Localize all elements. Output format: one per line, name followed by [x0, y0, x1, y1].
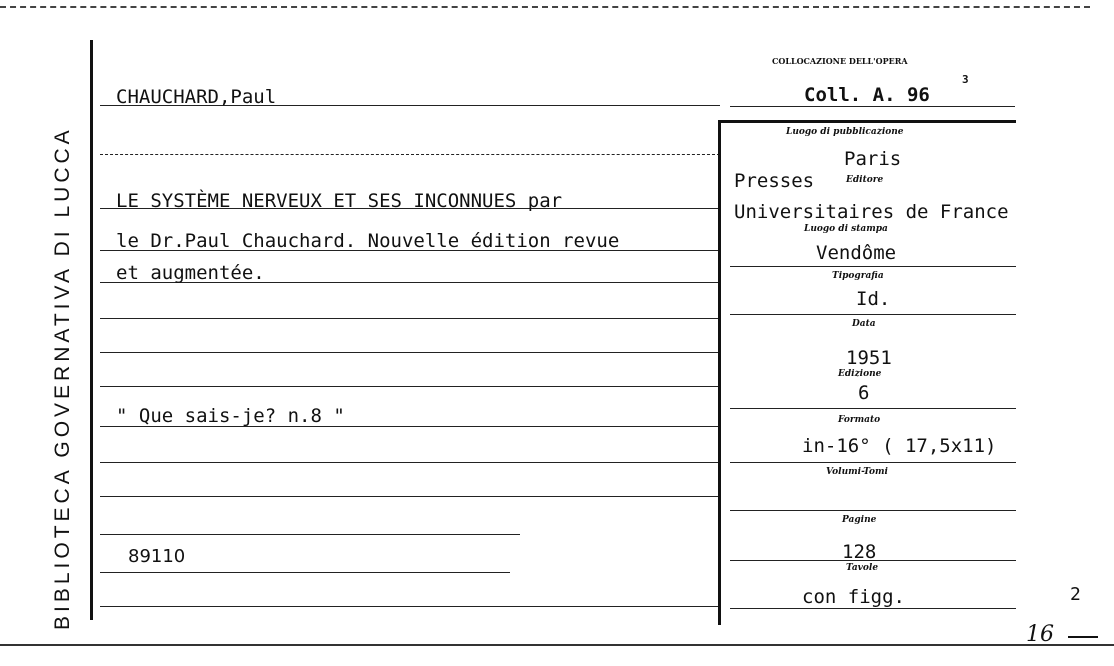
collocation-label: COLLOCAZIONE DELL'OPERA: [772, 56, 908, 66]
rule: [730, 560, 1016, 561]
field-label-volumi: Volumi-Tomi: [826, 467, 888, 477]
rule: [730, 106, 1015, 107]
margin-number: 2: [1070, 584, 1081, 605]
series-note: " Que sais-je? n.8 ": [116, 405, 345, 427]
rule: [730, 608, 1016, 609]
field-label-editore: Editore: [846, 175, 884, 185]
title-line-1: LE SYSTÈME NERVEUX ET SES INCONNUES par: [116, 190, 563, 212]
field-label-luogo-stampa: Luogo di stampa: [804, 224, 888, 234]
field-label-edizione: Edizione: [838, 369, 882, 379]
field-value-data: 1951: [846, 347, 892, 369]
left-margin-rule: [90, 40, 93, 620]
rule: [100, 606, 720, 607]
rule: [730, 408, 1016, 409]
card-bottom-edge: [0, 644, 1114, 646]
library-name: BIBLIOTECA GOVERNATIVA DI LUCCA: [51, 126, 74, 630]
rule: [100, 534, 520, 535]
rule: [100, 386, 720, 387]
rule: [730, 462, 1016, 463]
rule: [730, 510, 1016, 511]
rule: [100, 496, 720, 497]
rule: [100, 572, 510, 573]
field-value-pagine: 128: [842, 541, 877, 563]
field-label-formato: Formato: [838, 415, 881, 425]
card-top-edge: [0, 6, 1090, 8]
field-label-tavole: Tavole: [846, 563, 879, 573]
inventory-number: 89110: [128, 546, 186, 567]
collocation-superscript: 3: [962, 73, 969, 86]
collocation-value: Coll. A. 96: [804, 84, 930, 106]
title-line-2: le Dr.Paul Chauchard. Nouvelle édition revue: [116, 230, 620, 252]
panel-left-rule: [718, 120, 721, 625]
handwritten-mark: 16: [1026, 622, 1054, 647]
field-value-edizione: 6: [858, 382, 870, 404]
rule: [100, 318, 720, 319]
field-value-formato: in-16° ( 17,5x11): [802, 435, 997, 457]
field-value-editore: Universitaires de France: [734, 201, 1009, 223]
field-label-luogo-pubblicazione: Luogo di pubblicazione: [786, 127, 904, 137]
rule: [730, 266, 1016, 267]
field-value-editore-pre: Presses: [734, 170, 815, 192]
field-label-data: Data: [852, 319, 876, 329]
rule: [730, 314, 1016, 315]
title-line-3: et augmentée.: [116, 262, 265, 284]
field-label-tipografia: Tipografia: [832, 271, 884, 281]
field-value-luogo-pubblicazione: Paris: [844, 148, 902, 170]
handwritten-dash: [1068, 636, 1098, 638]
panel-top-rule: [718, 120, 1016, 123]
field-value-tipografia: Id.: [856, 288, 891, 310]
field-label-pagine: Pagine: [842, 515, 877, 525]
rule: [100, 352, 720, 353]
rule: [100, 462, 720, 463]
rule: [100, 154, 720, 155]
field-value-luogo-stampa: Vendôme: [816, 242, 897, 264]
field-value-tavole: con figg.: [802, 586, 905, 608]
author-heading: CHAUCHARD,Paul: [116, 86, 277, 108]
